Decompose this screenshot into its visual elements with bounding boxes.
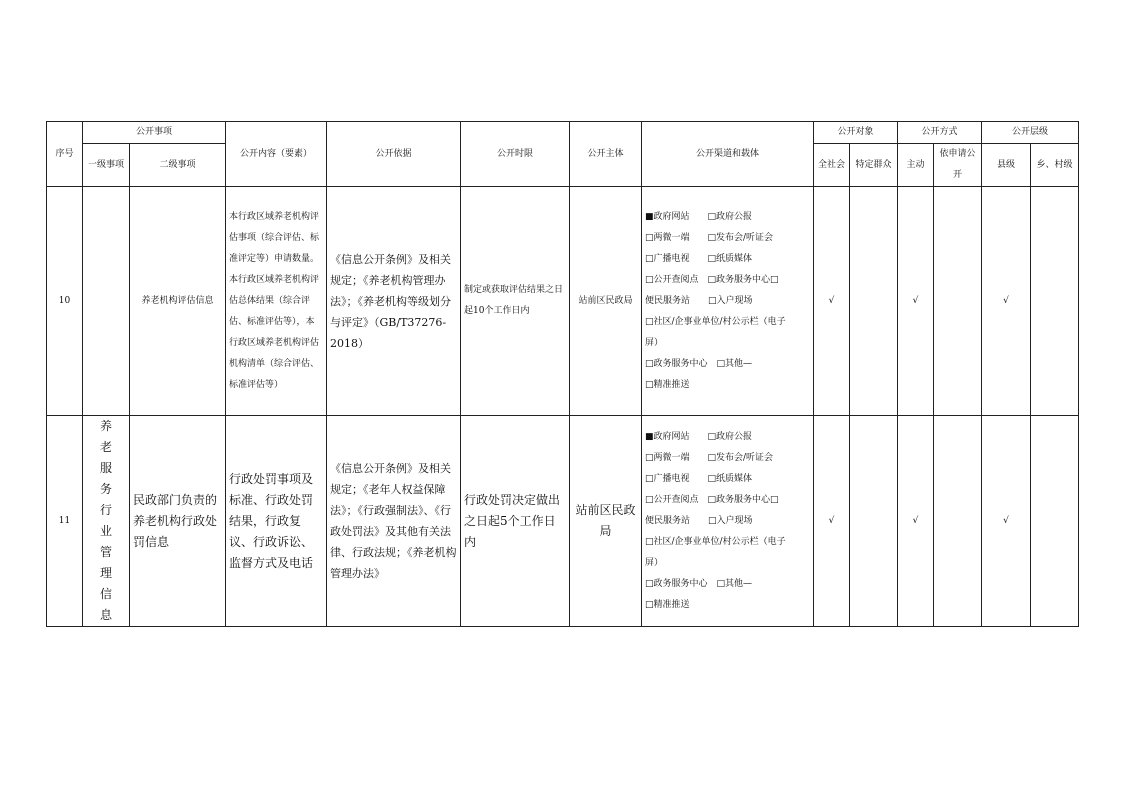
- row-target-specific: [850, 187, 898, 416]
- row-basis: 《信息公开条例》及相关规定；《老年人权益保障法》；《行政强制法》、《行政处罚法》及其他有关法律、行政法规；《养老机构管理办法》: [327, 416, 461, 627]
- row-subject: 站前区民政局: [570, 416, 642, 627]
- row-seq: 11: [47, 416, 83, 627]
- header-level1: 一级事项: [83, 144, 130, 187]
- channel-line: 便民服务站 □入户现场: [645, 515, 753, 526]
- header-method-active: 主动: [898, 144, 934, 187]
- check-mark: √: [982, 416, 1031, 627]
- channel-line: □广播电视 □纸质媒体: [645, 253, 753, 264]
- row-subject: 站前区民政局: [570, 187, 642, 416]
- row-level1: [83, 416, 130, 627]
- header-items-group: 公开事项: [83, 122, 226, 144]
- row-seq: 10: [47, 187, 83, 416]
- channel-line: □精准推送: [645, 599, 690, 610]
- table-row: [47, 416, 1079, 627]
- channel-line: □政务服务中心 □其他—: [645, 358, 753, 369]
- row-level2: 养老机构评估信息: [130, 187, 226, 416]
- disclosure-table: [46, 121, 1079, 627]
- row-level-town: [1031, 187, 1079, 416]
- header-target-group: 公开对象: [814, 122, 898, 144]
- check-mark: √: [814, 187, 850, 416]
- header-channels: 公开渠道和载体: [642, 122, 814, 187]
- row-target-specific: [850, 416, 898, 627]
- channel-line: □社区/企事业单位/村公示栏（电子: [645, 316, 786, 327]
- channel-line: 屏）: [645, 337, 664, 348]
- row-level-town: [1031, 416, 1079, 627]
- header-method-group: 公开方式: [898, 122, 982, 144]
- check-mark: √: [982, 187, 1031, 416]
- check-mark: √: [814, 416, 850, 627]
- check-mark: √: [898, 416, 934, 627]
- channel-line: □公开查阅点 □政务服务中心□: [645, 274, 779, 285]
- header-time-limit: 公开时限: [461, 122, 570, 187]
- channel-line: 便民服务站 □入户现场: [645, 295, 753, 306]
- header-level-group: 公开层级: [982, 122, 1079, 144]
- channel-line: □两微一端 □发布会/听证会: [645, 452, 774, 463]
- header-level-town: 乡、村级: [1031, 144, 1079, 187]
- header-subject: 公开主体: [570, 122, 642, 187]
- check-mark: √: [898, 187, 934, 416]
- channel-line: 屏）: [645, 557, 664, 568]
- channel-line: □广播电视 □纸质媒体: [645, 473, 753, 484]
- channel-list: [645, 207, 810, 396]
- header-method-apply: 依申请公开: [934, 144, 982, 187]
- header-target-all: 全社会: [814, 144, 850, 187]
- channel-line: □精准推送: [645, 379, 690, 390]
- row-level2: 民政部门负责的养老机构行政处罚信息: [130, 416, 226, 627]
- header-basis: 公开依据: [327, 122, 461, 187]
- channel-line: ■政府网站 □政府公报: [645, 431, 753, 442]
- header-level-county: 县级: [982, 144, 1031, 187]
- row-channels: [642, 187, 814, 416]
- channel-line: ■政府网站 □政府公报: [645, 211, 753, 222]
- row-content: 本行政区域养老机构评估事项（综合评估、标准评定等）申请数量。本行政区域养老机构评估总体结果（综合评估、标准评估等），本行政区域养老机构评估机构清单（综合评估、标准评估等）: [226, 187, 327, 416]
- channel-line: □公开查阅点 □政务服务中心□: [645, 494, 779, 505]
- header-target-specific: 特定群众: [850, 144, 898, 187]
- row-level1: [83, 187, 130, 416]
- header-seq: 序号: [47, 122, 83, 187]
- row-time-limit: 制定或获取评估结果之日起10个工作日内: [461, 187, 570, 416]
- row-content: 行政处罚事项及标准、行政处罚结果，行政复议、行政诉讼、监督方式及电话: [226, 416, 327, 627]
- channel-line: □两微一端 □发布会/听证会: [645, 232, 774, 243]
- row-level1-text: 养老服务行业管理信息: [99, 419, 112, 622]
- header-level2: 二级事项: [130, 144, 226, 187]
- row-method-apply: [934, 416, 982, 627]
- channel-line: □社区/企事业单位/村公示栏（电子: [645, 536, 786, 547]
- row-time-limit: 行政处罚决定做出之日起5个工作日内: [461, 416, 570, 627]
- table-row: [47, 187, 1079, 416]
- row-basis: 《信息公开条例》及相关规定；《养老机构管理办法》；《养老机构等级划分与评定》（GB/T37276-2018）: [327, 187, 461, 416]
- channel-line: □政务服务中心 □其他—: [645, 578, 753, 589]
- header-content: 公开内容（要素）: [226, 122, 327, 187]
- channel-list: [645, 427, 810, 616]
- row-channels: [642, 416, 814, 627]
- row-method-apply: [934, 187, 982, 416]
